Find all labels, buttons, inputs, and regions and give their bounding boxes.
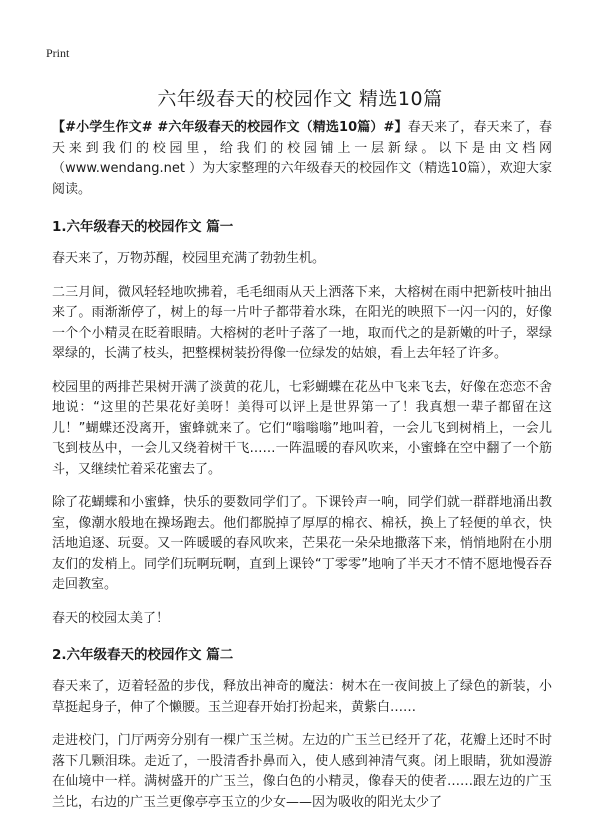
paragraph: 校园里的两排芒果树开满了淡黄的花儿，七彩蝴蝶在花丛中飞来飞去，好像在恋恋不舍地说：“这里的芒果花好美呀！美得可以评上是世界第一了！我真想一辈子都留在这儿！”蝴蝶还没离开，蜜蜂就来了。它们“嗡嗡嗡”地叫着，一会儿飞到树梢上，一会儿飞到枝丛中，一会儿又绕着树干飞……一阵温暖的春风吹来，小蜜蜂在空中翻了一个筋斗，又继续忙着采花蜜去了。 <box>52 379 552 477</box>
section-heading-1: 1.六年级春天的校园作文 篇一 <box>52 219 234 235</box>
intro-paragraph <box>52 118 552 200</box>
print-label[interactable]: Print <box>46 46 70 60</box>
document-body <box>52 118 552 813</box>
paragraph: 二三月间，微风轻轻地吹拂着，毛毛细雨从天上洒落下来，大榕树在雨中把新枝叶抽出来了。雨渐渐停了，树上的每一片叶子都带着水珠，在阳光的映照下一闪一闪的，好像一个个小精灵在眨着眼睛。大榕树的老叶子落了一地，取而代之的是新嫩的叶子，翠绿翠绿的，长满了枝头，把整棵树装扮得像一位绿发的姑娘，看上去年轻了许多。 <box>52 284 552 361</box>
paragraph: 除了花蝴蝶和小蜜蜂，快乐的要数同学们了。下课铃声一响，同学们就一群群地涌出教室，像潮水般地在操场跑去。他们都脱掉了厚厚的棉衣、棉袄，换上了轻便的单衣，快活地追逐、玩耍。又一阵暖暖的春风吹来，芒果花一朵朵地撒落下来，悄悄地附在小朋友们的发梢上。同学们玩啊玩啊，直到上课铃“丁零零”地响了半天才不情不愿地慢吞吞走回教室。 <box>52 495 552 592</box>
intro-tags: 【#小学生作文# #六年级春天的校园作文（精选10篇）#】 <box>52 120 408 135</box>
document-title: 六年级春天的校园作文 精选10篇 <box>157 88 443 110</box>
paragraph: 春天来了，万物苏醒，校园里充满了勃勃生机。 <box>52 251 326 266</box>
intro-text: 春天来了，春天来了，春天来到我们的校园里，给我们的校园铺上一层新绿。以下是由文档网（www.wendang.net ）为大家整理的六年级春天的校园作文（精选10篇），欢迎大家阅读。 <box>52 120 552 197</box>
paragraph: 走进校门，门厅两旁分别有一棵广玉兰树。左边的广玉兰已经开了花，花瓣上还时不时落下几颗泪珠。走近了，一股清香扑鼻而入，使人感到神清气爽。闭上眼睛，犹如漫游在仙境中一样。满树盛开的广玉兰，像白色的小精灵，像春天的使者……跟左边的广玉兰比，右边的广玉兰更像亭亭玉立的少女——因为吸收的阳光太少了 <box>52 733 552 810</box>
paragraph: 春天的校园太美了！ <box>52 610 170 626</box>
paragraph: 春天来了，迈着轻盈的步伐，释放出神奇的魔法：树木在一夜间披上了绿色的新装，小草挺起身子，伸了个懒腰。玉兰迎春开始打扮起来，黄紫白…… <box>52 679 552 715</box>
section-heading-2: 2.六年级春天的校园作文 篇二 <box>52 647 234 663</box>
